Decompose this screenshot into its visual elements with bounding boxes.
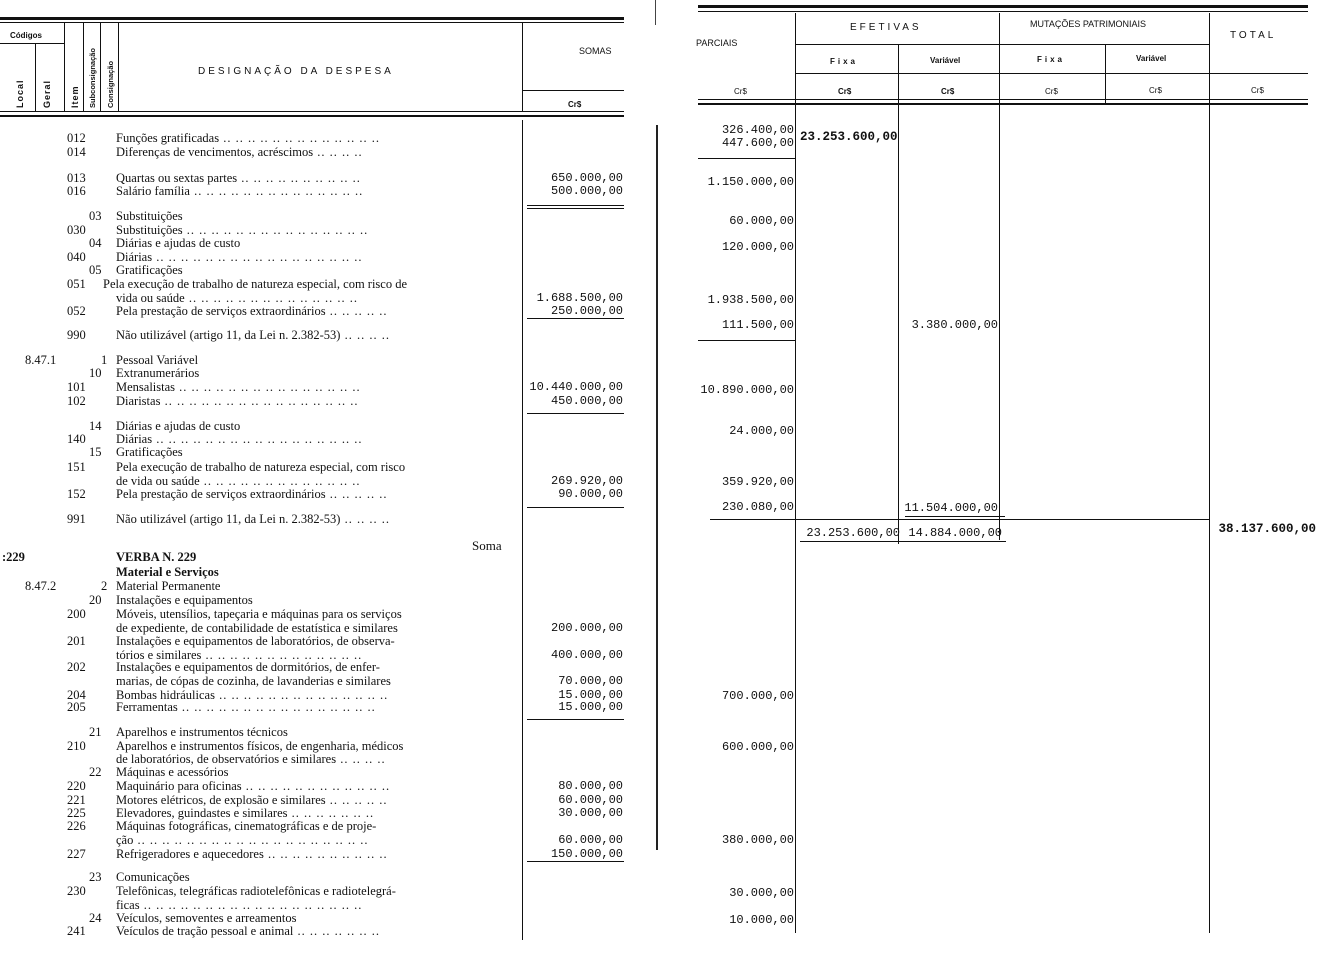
expense-description	[116, 460, 520, 475]
parcial-value: 1.938.500,00	[707, 293, 794, 307]
expense-description	[116, 380, 520, 395]
leader-dots: .. .. .. .. .. .. .. .. .. .. .. .. .. .. .. ..	[177, 700, 376, 714]
subtotal-rule	[527, 507, 624, 508]
mutacoes-variavel-header: Variável	[1136, 54, 1167, 63]
parcial-value: 10.000,00	[729, 913, 794, 927]
subtotal-rule	[527, 861, 624, 862]
leader-dots: .. .. .. .. .. .. ..	[287, 806, 375, 820]
expense-description	[116, 765, 520, 780]
consignacao-code: 221	[67, 793, 86, 807]
somas-col-rule	[522, 120, 523, 940]
top-rule	[0, 17, 624, 20]
mutacoes-fixa-currency: Cr$	[1045, 87, 1058, 96]
consignacao-code: 101	[67, 380, 86, 394]
consignacao-code: 051	[67, 277, 86, 291]
col-rule	[1105, 44, 1106, 104]
consignacao-code: 10	[89, 366, 102, 380]
description-text: Pela execução de trabalho de natureza especial, com risco de	[103, 277, 408, 291]
consignacao-code: 200	[67, 607, 86, 621]
expense-description	[116, 236, 520, 251]
consignacao-code: 202	[67, 660, 86, 674]
consignacao-code: 152	[67, 487, 86, 501]
soma-value: 15.000,00	[558, 688, 623, 702]
expense-description	[116, 366, 520, 381]
description-text: Motores elétricos, de explosão e similares	[116, 793, 326, 807]
expense-description	[116, 924, 520, 939]
expense-description	[116, 660, 520, 675]
consignacao-code: 052	[67, 304, 86, 318]
col-geral-label: Geral	[42, 79, 52, 108]
consignacao-code: 014	[67, 145, 86, 159]
subtotal-rule	[527, 413, 624, 414]
sum-rule	[905, 516, 1005, 517]
leader-dots: .. .. .. ..	[313, 145, 363, 159]
consignacao-code: 205	[67, 700, 86, 714]
description-text: Bombas hidráulicas	[116, 688, 215, 702]
soma-value: 450.000,00	[550, 394, 623, 408]
somas-currency: Cr$	[568, 100, 582, 109]
description-text: Móveis, utensílios, tapeçaria e máquinas para os serviços	[116, 607, 402, 621]
parcial-value: 230.080,00	[721, 500, 794, 514]
description-text: Veículos de tração pessoal e animal	[116, 924, 294, 938]
expense-description	[116, 184, 520, 199]
description-text: de laboratórios, de observatórios e similares	[116, 752, 337, 766]
description-text: Pela prestação de serviços extraordinários	[116, 304, 326, 318]
parcial-value: 10.890.000,00	[700, 383, 794, 397]
expense-description	[116, 304, 520, 319]
consignacao-code: 201	[67, 634, 86, 648]
description-text: Diárias e ajudas de custo	[116, 236, 241, 250]
consignacao-code: 225	[67, 806, 86, 820]
consignacao-code: 241	[67, 924, 86, 938]
parcial-value: 24.000,00	[729, 424, 794, 438]
description-text: Diárias e ajudas de custo	[116, 419, 241, 433]
consignacao-code: 2	[101, 579, 108, 593]
description-text: Diárias	[116, 432, 153, 446]
consignacao-code: 040	[67, 250, 86, 264]
consignacao-code: 990	[67, 328, 86, 342]
expense-description	[116, 779, 520, 794]
description-text: Gratificações	[116, 445, 183, 459]
efetivas-variavel-value-2: 11.504.000,00	[904, 501, 998, 515]
soma-value: 1.688.500,00	[536, 291, 623, 305]
description-text: Aparelhos e instrumentos físicos, de engenharia, médicos	[116, 739, 404, 753]
expense-description	[116, 884, 520, 899]
parciais-header: PARCIAIS	[696, 38, 738, 48]
col-rule	[999, 13, 1000, 540]
description-text: Elevadores, guindastes e similares	[116, 806, 288, 820]
local-code: 8.47.1	[25, 353, 57, 367]
description-text: Não utilizável (artigo 11, da Lei n. 2.382-53)	[116, 328, 341, 342]
consignacao-code: 20	[89, 593, 102, 607]
expense-description	[116, 131, 520, 146]
parcial-value: 30.000,00	[729, 886, 794, 900]
description-text: Comunicações	[116, 870, 190, 884]
consignacao-code: 03	[89, 209, 102, 223]
soma-value: 269.920,00	[550, 474, 623, 488]
parcial-value: 111.500,00	[721, 318, 794, 332]
total-header: TOTAL	[1230, 30, 1277, 41]
leader-dots: .. .. .. .. ..	[325, 304, 388, 318]
leader-dots: .. .. .. ..	[336, 752, 386, 766]
col-rule	[795, 13, 796, 933]
description-text: Mensalistas	[116, 380, 176, 394]
leader-dots: .. .. .. .. .. .. .. .. .. .. .. .. .. .. .. ..	[160, 394, 359, 408]
expense-description	[116, 700, 520, 715]
description-text: Funções gratificadas	[116, 131, 220, 145]
local-code: 8.47.2	[25, 579, 57, 593]
parcial-value: 700.000,00	[721, 689, 794, 703]
consignacao-code: 230	[67, 884, 86, 898]
description-text: ção	[116, 833, 134, 847]
description-text: ficas	[116, 898, 140, 912]
soma-value: 70.000,00	[558, 674, 623, 688]
soma-value: 150.000,00	[550, 847, 623, 861]
description-text: Pela prestação de serviços extraordinários	[116, 487, 326, 501]
hdr-bottom-rule	[0, 111, 624, 112]
leader-dots: .. .. .. .. .. .. .. .. .. .. .. .. .. ..	[184, 291, 358, 305]
col-item-label: Item	[70, 85, 80, 108]
gutter-mark	[655, 0, 656, 25]
description-text: Ferramentas	[116, 700, 178, 714]
sum-rule	[710, 519, 1210, 520]
consignacao-code: 210	[67, 739, 86, 753]
description-text: Pela execução de trabalho de natureza especial, com risco	[116, 460, 406, 474]
soma-value: 200.000,00	[550, 621, 623, 635]
consignacao-code: 23	[89, 870, 102, 884]
leader-dots: .. .. .. .. .. .. .. .. .. .. .. .. .. .. .. .. ..	[152, 432, 363, 446]
leader-dots: .. .. .. .. .. .. .. .. .. .. .. .. .. .. .. .. .. ..	[139, 898, 363, 912]
hdr-rule	[698, 103, 1308, 105]
expense-description	[116, 209, 520, 224]
expense-description	[116, 263, 520, 278]
sum-rule	[800, 541, 1006, 542]
expense-description	[116, 328, 520, 343]
hdr-rule	[795, 73, 1308, 74]
subtotal-rule	[527, 205, 624, 206]
consignacao-code: 012	[67, 131, 86, 145]
parcial-value: 1.150.000,00	[707, 175, 794, 189]
description-text: tórios e similares	[116, 648, 202, 662]
description-text: Diárias	[116, 250, 153, 264]
efetivas-variavel-header: Variável	[930, 56, 961, 65]
soma-value: 80.000,00	[558, 779, 623, 793]
soma-label: Soma	[472, 538, 502, 553]
leader-dots: .. .. .. .. .. .. .. .. .. .. .. .. ..	[201, 648, 363, 662]
consignacao-code: 22	[89, 765, 102, 779]
description-text: vida ou saúde	[116, 291, 185, 305]
consignacao-code: 24	[89, 911, 102, 925]
efetivas-variavel-sum: 14.884.000,00	[908, 526, 1002, 540]
parcial-value: 326.400,00	[721, 123, 794, 137]
consignacao-code: 14	[89, 419, 102, 433]
hdr-divider	[522, 23, 523, 111]
consignacao-code: 227	[67, 847, 86, 861]
consignacao-code: 991	[67, 512, 86, 526]
consignacao-code: 220	[67, 779, 86, 793]
description-text: Substituições	[116, 209, 183, 223]
description-text: Não utilizável (artigo 11, da Lei n. 2.382-53)	[116, 512, 341, 526]
description-text: Pessoal Variável	[116, 353, 199, 367]
efetivas-fixa-sum: 23.253.600,00	[806, 526, 900, 540]
expense-description	[116, 847, 520, 862]
description-text: Veículos, semoventes e arreamentos	[116, 911, 297, 925]
somas-header: SOMAS	[579, 46, 612, 56]
mutacoes-header: MUTAÇÕES PATRIMONIAIS	[1030, 19, 1147, 29]
col-rule	[898, 44, 899, 544]
description-text: Diferenças de vencimentos, acréscimos	[116, 145, 314, 159]
expense-description	[116, 725, 520, 740]
description-text: de vida ou saúde	[116, 474, 200, 488]
soma-value: 90.000,00	[558, 487, 623, 501]
description-text: Salário família	[116, 184, 190, 198]
verba-title: VERBA N. 229	[116, 550, 197, 564]
leader-dots: .. .. .. .. .. .. .. .. .. .. .. .. ..	[219, 131, 380, 145]
hdr-divider	[83, 23, 84, 111]
leader-dots: .. .. .. .. .. .. .. .. .. ..	[263, 847, 388, 861]
consignacao-code: 226	[67, 819, 86, 833]
expense-description	[116, 445, 520, 460]
parcial-value: 120.000,00	[721, 240, 794, 254]
description-text: Instalações e equipamentos de dormitórios, de enfer-	[116, 660, 380, 674]
soma-value: 60.000,00	[558, 793, 623, 807]
top-rule-thin	[0, 22, 624, 23]
efetivas-fixa-currency: Cr$	[838, 87, 852, 96]
expense-description	[116, 512, 520, 527]
consignacao-code: 204	[67, 688, 86, 702]
parcial-value: 380.000,00	[721, 833, 794, 847]
soma-value: 650.000,00	[550, 171, 623, 185]
expense-description	[116, 870, 520, 885]
right-top-rule-thin	[698, 11, 1308, 12]
hdr-bottom-rule	[0, 115, 624, 117]
leader-dots: .. .. .. ..	[340, 328, 390, 342]
description-text: Quartas ou sextas partes	[116, 171, 238, 185]
subtotal-rule	[527, 719, 624, 720]
col-rule	[1209, 13, 1210, 933]
verba-subtitle: Material e Serviços	[116, 565, 219, 579]
subtotal-rule	[527, 318, 624, 319]
description-text: Aparelhos e instrumentos técnicos	[116, 725, 288, 739]
consignacao-code: 21	[89, 725, 102, 739]
expense-description	[103, 277, 520, 292]
consignacao-code: 15	[89, 445, 102, 459]
consignacao-code: 030	[67, 223, 86, 237]
leader-dots: .. .. .. .. .. .. .. .. .. .. .. .. .. .. ..	[182, 223, 369, 237]
efetivas-header: EFETIVAS	[850, 22, 922, 33]
designacao-header: DESIGNAÇÃO DA DESPESA	[198, 66, 394, 77]
leader-dots: .. .. .. .. ..	[325, 487, 388, 501]
right-top-rule	[698, 5, 1308, 8]
leader-dots: .. .. .. ..	[340, 512, 390, 526]
parcial-value: 600.000,00	[721, 740, 794, 754]
soma-value: 15.000,00	[558, 700, 623, 714]
total-currency: Cr$	[1251, 86, 1264, 95]
leader-dots: .. .. .. .. .. .. .. .. .. .. .. .. .. .. .. .. .. .. ..	[133, 833, 369, 847]
parcial-value: 447.600,00	[721, 136, 794, 150]
leader-dots: .. .. .. .. .. .. .. .. .. .. .. .. .. ..	[189, 184, 364, 198]
col-consignacao-label: Consignação	[106, 60, 115, 108]
soma-value: 400.000,00	[550, 648, 623, 662]
gutter-line	[656, 125, 658, 850]
efetivas-variavel-currency: Cr$	[941, 87, 955, 96]
parcial-value: 60.000,00	[729, 214, 794, 228]
hdr-divider	[35, 43, 36, 111]
consignacao-code: 151	[67, 460, 86, 474]
consignacao-code: 140	[67, 432, 86, 446]
mutacoes-variavel-currency: Cr$	[1149, 86, 1162, 95]
hdr-divider	[523, 90, 624, 91]
expense-description	[116, 579, 520, 594]
hdr-divider	[118, 23, 119, 111]
verba-code: :229	[2, 550, 25, 564]
soma-value: 250.000,00	[550, 304, 623, 318]
consignacao-code: 05	[89, 263, 102, 277]
leader-dots: .. .. .. .. .. .. ..	[293, 924, 380, 938]
soma-value: 30.000,00	[558, 806, 623, 820]
leader-dots: .. .. .. .. .. .. .. .. .. .. .. .. .. .. ..	[175, 380, 361, 394]
consignacao-code: 016	[67, 184, 86, 198]
expense-description	[116, 674, 520, 689]
expense-description	[116, 145, 520, 160]
description-text: Extranumerários	[116, 366, 200, 380]
parciais-rule	[698, 158, 796, 159]
total-value: 38.137.600,00	[1218, 522, 1316, 536]
soma-value: 60.000,00	[558, 833, 623, 847]
parciais-currency: Cr$	[734, 87, 747, 96]
description-text: Gratificações	[116, 263, 183, 277]
description-text: Instalações e equipamentos de laboratórios, de observa-	[116, 634, 395, 648]
description-text: Máquinas e acessórios	[116, 765, 229, 779]
expense-description	[116, 394, 520, 409]
expense-description	[116, 593, 520, 608]
mutacoes-fixa-header: Fixa	[1037, 55, 1066, 64]
col-subconsignacao-label: Subconsignação	[88, 47, 97, 108]
description-text: Refrigeradores e aquecedores	[116, 847, 264, 861]
leader-dots: .. .. .. .. .. .. .. .. .. .. .. .. .. ..	[214, 688, 389, 702]
description-text: Material Permanente	[116, 579, 221, 593]
leader-dots: .. .. .. .. .. .. .. .. .. .. .. ..	[241, 779, 391, 793]
leader-dots: .. .. .. .. ..	[325, 793, 388, 807]
consignacao-code: 102	[67, 394, 86, 408]
consignacao-code: 04	[89, 236, 102, 250]
leader-dots: .. .. .. .. .. .. .. .. .. ..	[237, 171, 361, 185]
soma-value: 10.440.000,00	[529, 380, 623, 394]
soma-value: 500.000,00	[550, 184, 623, 198]
expense-description	[116, 833, 520, 848]
description-text: Diaristas	[116, 394, 161, 408]
col-local-label: Local	[15, 79, 25, 108]
expense-description	[116, 819, 520, 834]
hdr-rule	[795, 44, 1209, 45]
hdr-divider	[64, 23, 65, 111]
hdr-divider	[100, 23, 101, 111]
description-text: Máquinas fotográficas, cinematográficas e de proje-	[116, 819, 377, 833]
expense-description	[116, 607, 520, 622]
leader-dots: .. .. .. .. .. .. .. .. .. .. .. .. .. .. .. .. ..	[152, 250, 363, 264]
codigos-rule	[0, 43, 65, 44]
leader-dots: .. .. .. .. .. .. .. .. .. .. .. .. ..	[199, 474, 361, 488]
consignacao-code: 1	[101, 353, 108, 367]
efetivas-variavel-value-1: 3.380.000,00	[911, 318, 998, 332]
efetivas-fixa-header: Fixa	[830, 57, 859, 66]
expense-description	[116, 487, 520, 502]
description-text: Substituições	[116, 223, 183, 237]
efetivas-fixa-value: 23.253.600,00	[800, 130, 898, 144]
parcial-value: 359.920,00	[721, 475, 794, 489]
parciais-rule	[698, 340, 796, 341]
description-text: de expediente, de contabilidade de estatística e similares	[116, 621, 398, 635]
description-text: Maquinário para oficinas	[116, 779, 242, 793]
subtotal-rule	[527, 208, 624, 209]
description-text: Instalações e equipamentos	[116, 593, 253, 607]
description-text: marias, de cópas de cozinha, de lavanderias e similares	[116, 674, 391, 688]
description-text: Telefônicas, telegráficas radiotelefônicas e radiotelegrá-	[116, 884, 396, 898]
codigos-label: Códigos	[10, 31, 42, 40]
consignacao-code: 013	[67, 171, 86, 185]
expense-description	[116, 634, 520, 649]
hdr-rule	[698, 99, 1308, 100]
